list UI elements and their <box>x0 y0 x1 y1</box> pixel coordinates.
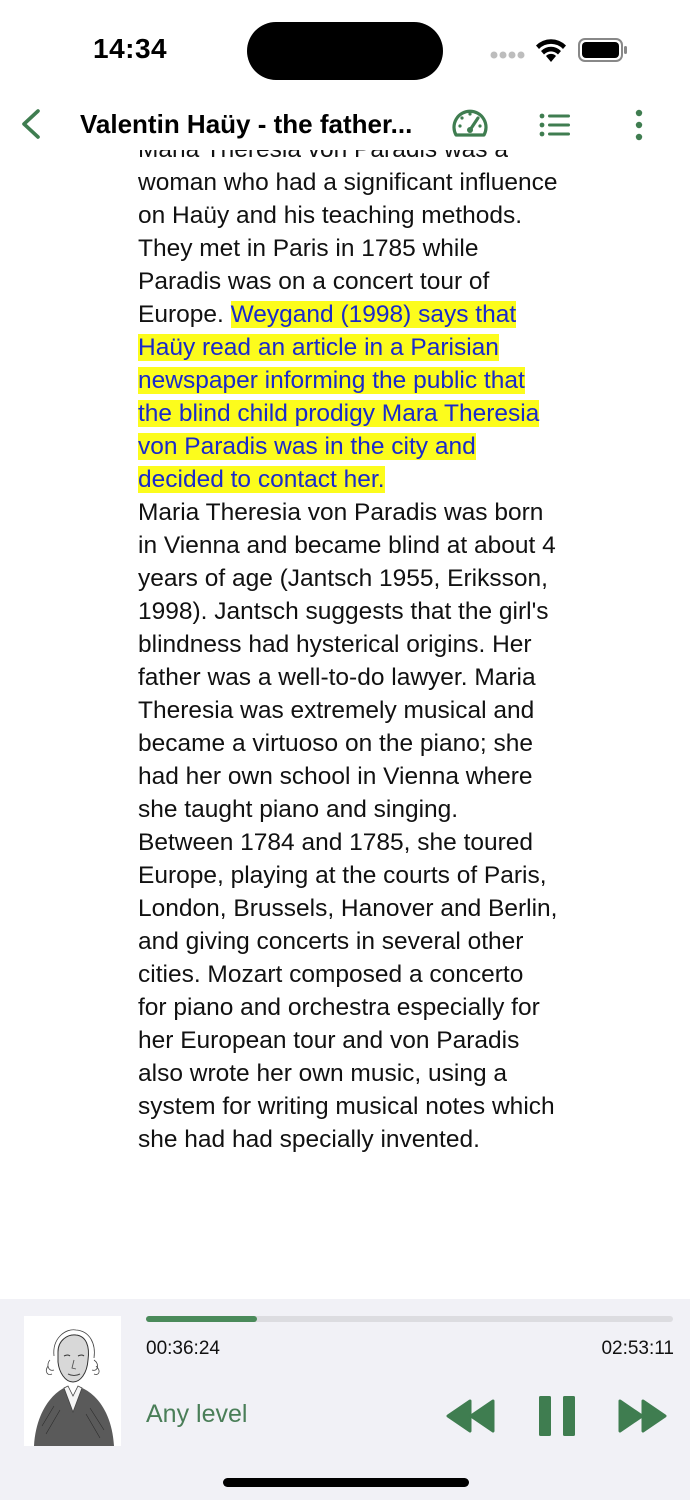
fast-forward-button[interactable] <box>616 1398 668 1434</box>
total-time: 02:53:11 <box>601 1338 674 1359</box>
playback-progress-bar[interactable] <box>146 1316 673 1322</box>
playback-progress-fill <box>146 1316 257 1322</box>
back-button[interactable] <box>14 106 50 142</box>
dynamic-island <box>247 22 443 80</box>
pause-button[interactable] <box>537 1394 577 1438</box>
status-bar <box>0 0 690 100</box>
paragraph-2: Maria Theresia von Paradis was born in Vienna and became blind at about 4 years of age (Jantsch 1955, Eriksson, 1998). Jantsch suggests that the girl's blindness had hysterical origins. Her father was a well-to-do lawyer. Maria Theresia was extremely musical and became a virtuoso on the piano; she had her own school in Vienna where she taught piano and singing. Between 1784 and 1785, she toured Europe, playing at the courts of Paris, London, Brussels, Hanover and Berlin, and giving concerts in several other cities. Mozart composed a concerto for piano and orchestra especially for her European tour and von Paradis also wrote her own music, using a system for writing musical notes which she had had specially invented. <box>138 499 558 1153</box>
reader-content[interactable] <box>0 150 690 1298</box>
battery-icon <box>578 38 628 62</box>
reader-text <box>138 133 558 1156</box>
elapsed-time: 00:36:24 <box>146 1338 220 1359</box>
nav-bar <box>0 100 690 150</box>
table-of-contents-button[interactable] <box>538 108 572 142</box>
book-cover-portrait[interactable] <box>24 1316 121 1446</box>
paragraph-1-text: woman who had a significant influence on Haüy and his teaching methods. They met in Paris in 1785 while Paradis was on a concert tour of Europe. <box>138 169 558 328</box>
wifi-icon <box>534 36 568 64</box>
highlighted-sentence: Weygand (1998) says that Haüy read an article in a Parisian newspaper informing the public that the blind child prodigy Mara Theresia von Paradis was in the city and decided to contact her. <box>138 301 540 493</box>
home-indicator[interactable] <box>223 1478 469 1487</box>
rewind-button[interactable] <box>445 1398 497 1434</box>
status-time: 14:34 <box>93 33 168 64</box>
playback-speed-button[interactable] <box>450 104 490 144</box>
paragraph-1 <box>138 133 558 496</box>
audio-player <box>0 1299 690 1500</box>
cellular-signal-icon <box>490 49 526 61</box>
reading-level-selector[interactable]: Any level <box>146 1400 248 1428</box>
page-title: Valentin Haüy - the father... <box>80 109 413 139</box>
more-options-button[interactable] <box>628 106 650 144</box>
